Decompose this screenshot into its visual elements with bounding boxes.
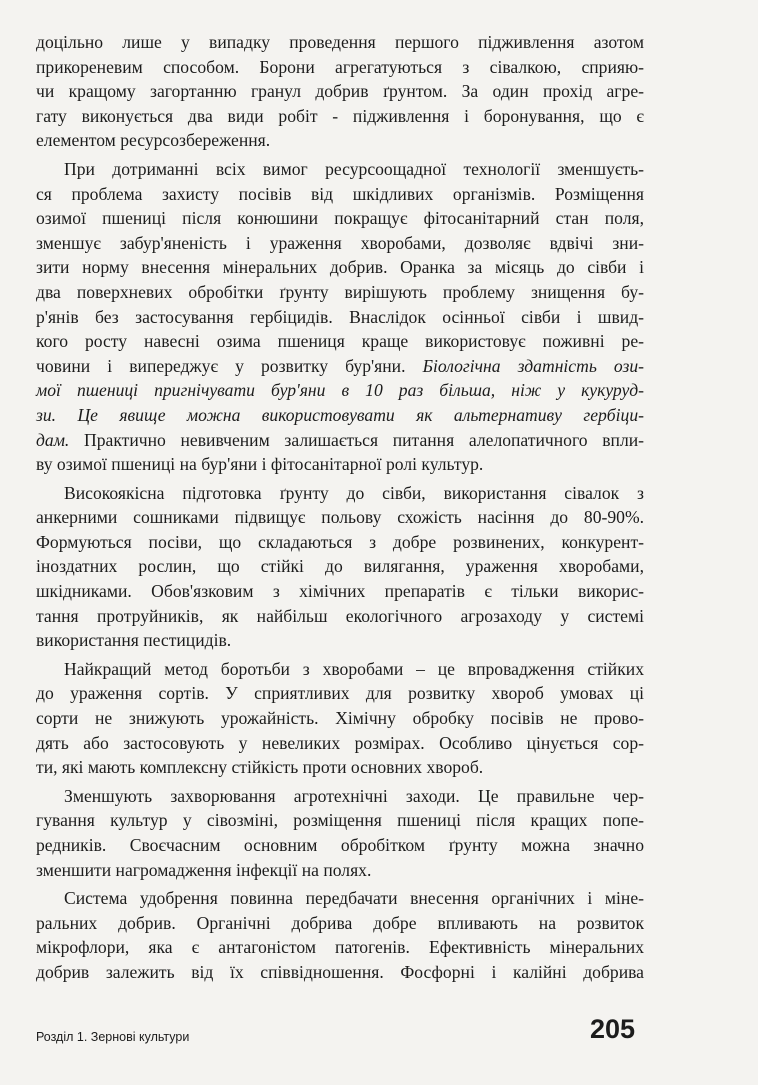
paragraph-3 (36, 481, 644, 653)
page-body (36, 30, 644, 989)
text-line: елементом ресурсозбереження. (36, 130, 271, 151)
text-line: Система удобрення повинна передбачати внесення органічних і міне- (64, 888, 644, 909)
text-line (36, 428, 644, 453)
text-line: Формуються посіви, що складаються з добре розвинених, конкурент- (36, 531, 644, 552)
text-line: ти, які мають комплексну стійкість проти основних хвороб. (36, 757, 484, 778)
text-line: тання протруйників, як найбільш екологічного агрозаходу у системі (36, 605, 644, 626)
text-run: човини і випереджує у розвитку бур'яни. (36, 355, 406, 376)
text-line: прикореневим способом. Борони агрегатуються з сівалкою, сприяю- (36, 56, 644, 77)
text-line: гату виконується два види робіт - підживлення і боронування, що є (36, 105, 644, 126)
text-line: мікрофлори, яка є антагоністом патогенів. Ефективність мінеральних (36, 937, 644, 958)
text-line: Найкращий метод боротьби з хворобами – це впровадження стійких (64, 658, 644, 679)
paragraph-1 (36, 30, 644, 153)
text-line: Зменшують захворювання агротехнічні заходи. Це правильне чер- (64, 785, 644, 806)
text-line (36, 403, 644, 428)
italic-run: Біологічна здатність ози- (422, 355, 644, 376)
text-line: іноздатних рослин, що стійкі до вилягання, ураження хворобами, (36, 556, 644, 577)
text-line: ся проблема захисту посівів від шкідливих організмів. Розміщення (36, 183, 644, 204)
italic-run: мої пшениці пригнічувати бур'яни в 10 раз більша, ніж у кукуруд- (36, 380, 644, 401)
text-line: шкідниками. Обов'язковим з хімічних препаратів є тільки викорис- (36, 581, 644, 602)
text-line: до ураження сортів. У сприятливих для розвитку хвороб умовах ці (36, 683, 644, 704)
text-line: доцільно лише у випадку проведення першого підживлення азотом (36, 32, 644, 52)
text-line: два поверхневих обробітки ґрунту вирішують проблему знищення бу- (36, 281, 644, 302)
text-line: р'янів без застосування гербіцидів. Внаслідок осінньої сівби і швид- (36, 306, 644, 327)
paragraph-5 (36, 784, 644, 882)
paragraph-6 (36, 886, 644, 984)
text-line: ральних добрив. Органічні добрива добре впливають на розвиток (36, 912, 644, 933)
italic-run: зи. Це явище можна використовувати як альтернативу гербіци- (36, 404, 644, 425)
text-line (36, 354, 644, 379)
text-line: добрив залежить від їх співвідношення. Фосфорні і калійні добрива (36, 961, 644, 982)
text-line: кого росту навесні озима пшениця краще використовує поживні ре- (36, 331, 644, 352)
text-line: Високоякісна підготовка ґрунту до сівби, використання сівалок з (64, 482, 644, 503)
text-line: сорти не знижують урожайність. Хімічну обробку посівів не прово- (36, 708, 644, 729)
text-line: При дотриманні всіх вимог ресурсоощадної технології зменшуєть- (64, 158, 644, 179)
text-line: редників. Своєчасним основним обробітком ґрунту можна значно (36, 835, 644, 855)
italic-run: дам. (36, 429, 70, 450)
text-line: озимої пшениці після конюшини покращує фітосанітарний стан поля, (36, 208, 644, 229)
text-line: дять або застосовують у невеликих розмірах. Особливо цінується сор- (36, 732, 644, 753)
text-line (36, 378, 644, 403)
paragraph-2 (36, 157, 644, 477)
text-line: використання пестицидів. (36, 630, 232, 651)
text-line: чи кращому загортанню гранул добрив ґрунтом. За один прохід агре- (36, 81, 644, 102)
section-footer: Розділ 1. Зернові культури (36, 1030, 190, 1044)
text-line: анкерними сошниками підвищує польову схожість насіння до 80-90%. (36, 507, 644, 528)
text-line: ву озимої пшениці на бур'яни і фітосанітарної ролі культур. (36, 454, 484, 475)
text-run: Практично невивченим залишається питання алелопатичного впли- (69, 429, 644, 450)
text-line: зменшує забур'яненість і ураження хворобами, дозволяє вдвічі зни- (36, 232, 644, 253)
text-line: гування культур у сівозміні, розміщення пшениці після кращих попе- (36, 810, 644, 831)
text-line: зменшити нагромадження інфекції на полях. (36, 859, 372, 880)
text-line: зити норму внесення мінеральних добрив. Оранка за місяць до сівби і (36, 257, 644, 278)
paragraph-4 (36, 657, 644, 780)
page-number: 205 (590, 1014, 636, 1044)
